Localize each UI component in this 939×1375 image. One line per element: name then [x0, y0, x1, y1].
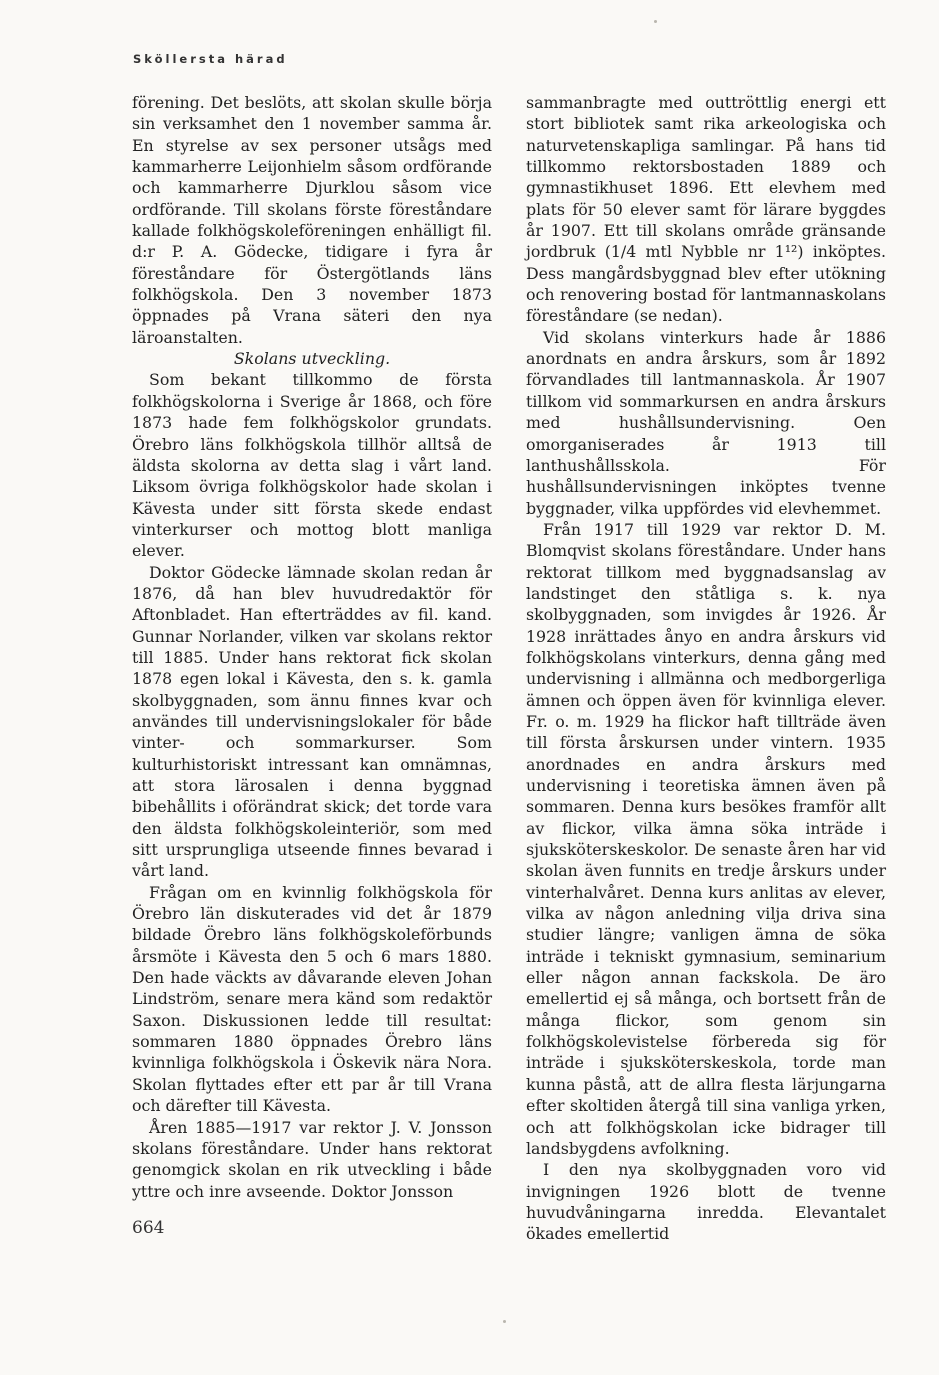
- page-number: 664: [132, 1218, 165, 1238]
- left-column: [132, 92, 492, 1202]
- paper-speck: [503, 1320, 506, 1323]
- right-column: [526, 92, 886, 1245]
- paragraph: förening. Det beslöts, att skolan skulle börja sin verksamhet den 1 november samma år. En styrelse av sex personer utsågs med kammarherre Leijonhielm såsom ordförande och kammarherre Djurklou såsom vice ordförande. Till skolans förste föreståndare kallade folkhögskoleföreningen enhälligt fil. d:r P. A. Gödecke, tidigare i fyra år föreståndare för Östergötlands läns folkhögskola. Den 3 november 1873 öppnades på Vrana säteri den nya läroanstalten.: [132, 93, 492, 347]
- paragraph: Från 1917 till 1929 var rektor D. M. Blomqvist skolans föreståndare. Under hans rektorat tillkom med byggnadsanslag av landstinget den ståtliga s. k. nya skolbyggnaden, som invigdes år 1926. År 1928 inrättades ånyo en andra årskurs vid folkhögskolans vinterkurs, denna gång med undervisning i allmänna och medborgerliga ämnen och öppen även för kvinnliga elever. Fr. o. m. 1929 ha flickor haft tillträde även till första årskursen under vintern. 1935 anordnades en andra årskurs med undervisning i teoretiska ämnen även på sommaren. Denna kurs besökes framför allt av flickor, vilka ämna söka inträde i sjuksköterskeskolor. De senaste åren har vid skolan även funnits en tredje årskurs under vinterhalvåret. Denna kurs anlitas av elever, vilka av någon anledning vilja driva sina studier längre; vanligen ämna de söka inträde i tekniskt gymnasium, seminarium eller någon annan fackskola. De äro emellertid ej så många, och bortsett från de många flickor, som genom sin folkhögskolevistelse förbereda sig för inträde i sjuksköterskeskola, torde man kunna påstå, att de allra flesta lärjungarna efter skoltiden återgå till sina vanliga yrken, och att folkhögskolan icke bidrager till landsbygdens avfolkning.: [526, 519, 886, 1158]
- paragraph: Frågan om en kvinnlig folkhögskola för Örebro län diskuterades vid det år 1879 bildade Örebro läns folkhögskoleförbunds årsmöte i Kävesta den 5 och 6 mars 1880. Den hade väckts av dåvarande eleven Johan Lindström, senare mera känd som redaktör Saxon. Diskussionen ledde till resultat: sommaren 1880 öppnades Örebro läns kvinnliga folkhögskola i Öskevik nära Nora. Skolan flyttades efter ett par år till Vrana och därefter till Kävesta.: [132, 882, 492, 1116]
- paragraph: sammanbragte med outtröttlig energi ett stort bibliotek samt rika arkeologiska och naturvetenskapliga samlingar. På hans tid tillkommo rektorsbostaden 1889 och gymnastikhuset 1896. Ett elevhem med plats för 50 elever samt för lärare byggdes år 1907. Ett till skolans område gränsande jordbruk (1/4 mtl Nybble nr 1¹²) inköptes. Dess mangårdsbyggnad blev efter utökning och renovering bostad för lantmannaskolans föreståndare (se nedan).: [526, 93, 886, 326]
- paper-speck: [654, 20, 657, 23]
- paragraph: Doktor Gödecke lämnade skolan redan år 1876, då han blev huvudredaktör för Aftonbladet. Han efterträddes av fil. kand. Gunnar Norlander, vilken var skolans rektor till 1885. Under hans rektorat fick skolan 1878 egen lokal i Kävesta, den s. k. gamla skolbyggnaden, som ännu finnes kvar och användes till undervisningslokaler för både vinter- och sommarkurser. Som kulturhistoriskt intressant kan omnämnas, att stora lärosalen i denna byggnad bibehållits i oförändrat skick; det torde vara den äldsta folkhögskoleinteriör, som med sitt ursprungliga utseende finnes bevarad i vårt land.: [132, 562, 492, 881]
- paragraph: Som bekant tillkommo de första folkhögskolorna i Sverige år 1868, och före 1873 hade fem folkhögskolor grundats. Örebro läns folkhögskola tillhör alltså de äldsta skolorna av detta slag i vårt land. Liksom övriga folkhögskolor hade skolan i Kävesta under sitt första skede endast vinterkurser och mottog blott manliga elever.: [132, 370, 492, 561]
- paragraph: Vid skolans vinterkurs hade år 1886 anordnats en andra årskurs, som år 1892 förvandlades till lantmannaskola. År 1907 tillkom vid sommarkursen en andra årskurs med hushållsundervisning. Oen omorganiserades år 1913 till lanthushållsskola. För hushållsundervisningen inköptes tvenne byggnader, vilka uppfördes vid elevhemmet.: [526, 327, 886, 518]
- paragraph: Åren 1885—1917 var rektor J. V. Jonsson skolans föreståndare. Under hans rektorat genomgick skolan en rik utveckling i både yttre och inre avseende. Doktor Jonsson: [132, 1117, 492, 1201]
- paragraph: I den nya skolbyggnaden voro vid invigningen 1926 blott de tvenne huvudvåningarna inredda. Elevantalet ökades emellertid: [526, 1160, 886, 1244]
- section-heading: Skolans utveckling.: [233, 349, 391, 369]
- running-head: Sköllersta härad: [133, 52, 288, 66]
